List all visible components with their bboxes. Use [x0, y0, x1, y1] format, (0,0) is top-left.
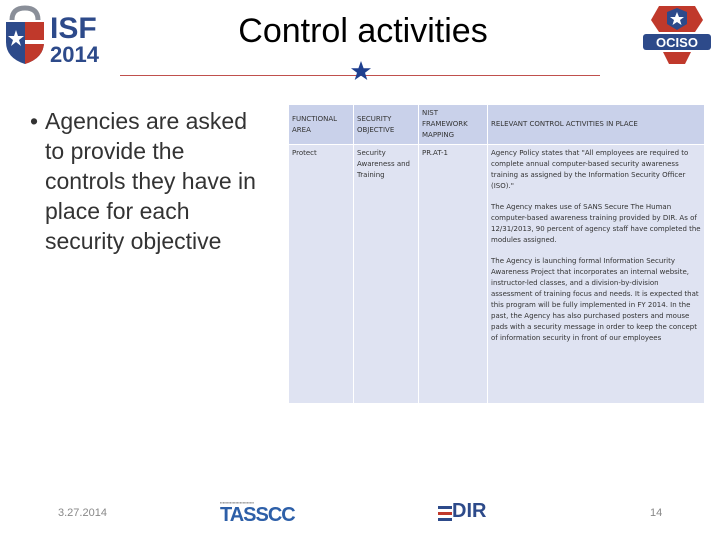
- star-icon: [350, 60, 372, 82]
- cell-control-activities: [488, 145, 705, 404]
- tasscc-logo-tagline: ▪▪▪▪▪▪▪▪▪▪▪▪▪▪▪▪▪▪▪▪▪▪▪▪: [220, 500, 255, 505]
- activity-paragraph: Agency Policy states that "All employees are required to complete annual computer-based security awareness training as assigned by the Information Security Officer (ISO).": [491, 149, 689, 190]
- ociso-badge-icon: [637, 2, 717, 68]
- page-number: 14: [650, 507, 663, 519]
- cell-security-objective: Security Awareness and Training: [354, 145, 419, 404]
- header-security-objective: SECURITY OBJECTIVE: [354, 105, 419, 145]
- activity-paragraph: The Agency is launching formal Information Security Awareness Project that incorporates an internal website, instructor-led classes, and a division-by-division assessment of training focus and needs. It is expected that this program will be fully implemented in FY 2014. In the past, the Agency has also purchased posters and mouse pads with a security message in order to keep the concept of information security in front of our employees: [491, 257, 699, 342]
- ociso-dir-logo: [637, 2, 717, 68]
- isf-logo-text: ISF: [50, 12, 97, 45]
- ociso-logo-text: OCISO: [656, 35, 698, 50]
- dir-logo-text: DIR: [452, 500, 487, 522]
- bullet-text: Agencies are asked to provide the controls they have in place for each security objective: [45, 108, 256, 254]
- activity-paragraph: The Agency makes use of SANS Secure The Human computer-based awareness training provided by DIR. As of 12/31/2013, 90 percent of agency staff have completed the modules assigned.: [491, 203, 701, 244]
- tasscc-logo-text: TASSCC: [220, 504, 295, 526]
- header-control-activities: RELEVANT CONTROL ACTIVITIES IN PLACE: [488, 105, 705, 145]
- bullet-item: [30, 106, 270, 256]
- header-nist-mapping: NIST FRAMEWORK MAPPING: [419, 105, 488, 145]
- cell-functional-area: Protect: [289, 145, 354, 404]
- header-functional-area: FUNCTIONAL AREA: [289, 105, 354, 145]
- slide-title: Control activities: [238, 12, 488, 50]
- isf-logo-year: 2014: [50, 42, 99, 67]
- dir-logo: [438, 502, 498, 524]
- bullet-list: [30, 106, 270, 256]
- tasscc-logo: [220, 500, 296, 526]
- footer-date: 3.27.2014: [58, 507, 107, 519]
- table-row: [289, 145, 705, 404]
- table-header-row: [289, 105, 705, 145]
- control-activities-table: [288, 104, 705, 404]
- bullet-dot: •: [30, 108, 39, 134]
- cell-nist-mapping: PR.AT-1: [419, 145, 488, 404]
